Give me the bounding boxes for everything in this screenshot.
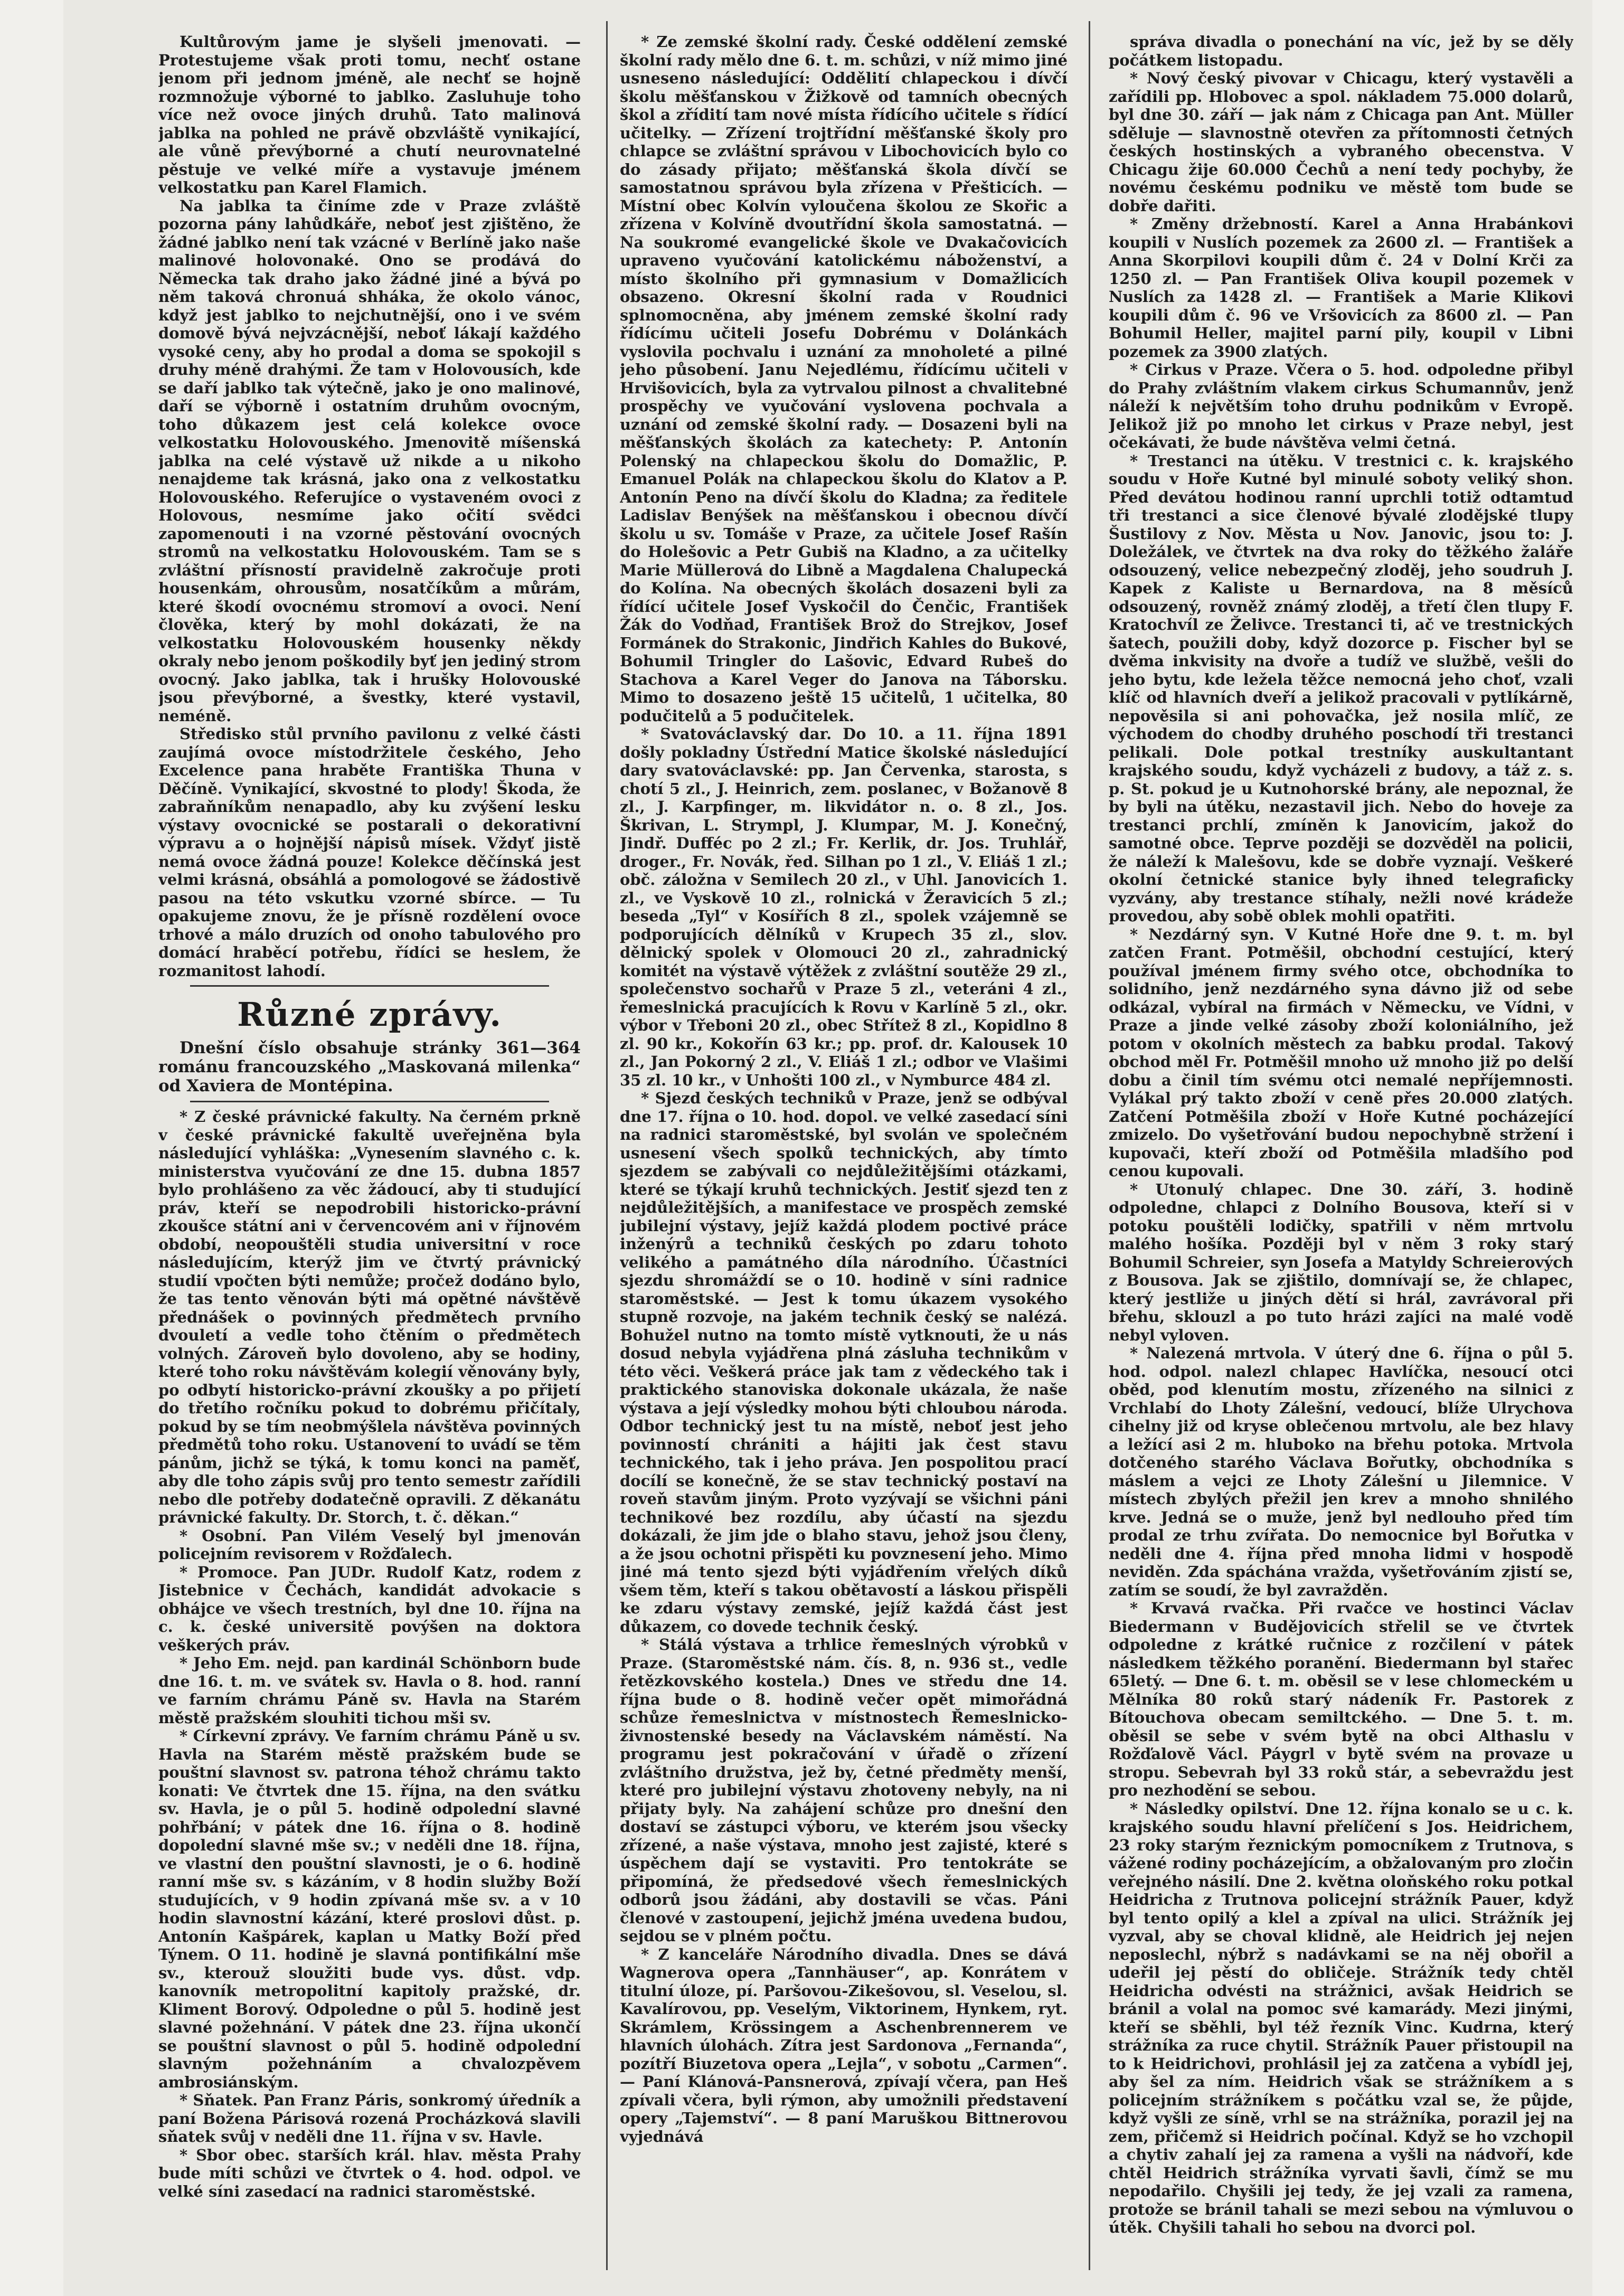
column-3 <box>1109 33 1573 2266</box>
news-item: * Osobní. Pan Vilém Veselý byl jmenován policejním revisorem v Rožďalech. <box>158 1526 581 1563</box>
news-item: * Utonulý chlapec. Dne 30. září, 3. hodině odpoledne, chlapci z Dolního Bousova, kteří si v potoku pouštěli lodičky, spatřili v něm mrtvolu malého hošíka. Později byl v něm 3 roky starý Bohumil Schreier, syn Josefa a Matyldy Schreierových z Bousova. Jak se zjištilo, domnívají se, že chlapec, který jestliže u jiných dětí si hrál, zavrávoral při břehu, sklouzl a po tuto hrázi zajíci na malé vodě nebyl vyloven. <box>1109 1180 1573 1344</box>
column-1 <box>158 33 581 2266</box>
news-item: * Nezdárný syn. V Kutné Hoře dne 9. t. m. byl zatčen Frant. Potměšil, obchodní cestující, který používal jménem firmy svého otce, obchodníka to solidního, jenž nezdárného syna dávno již od sebe odkázal, vybíral na firmách v Německu, ve Vídni, v Praze a jinde velké zásoby zboží koloniálního, jež potom v okolních městech za babku prodal. Takový obchod měl Fr. Potměšil mnoho už mnoho již po delší dobu a činil tím svému otci nemalé nepříjemnosti. Vylákal prý takto zboží v ceně přes 20.000 zlatých. Zatčení Potměšila zboží v Hoře Kutné pocházející zmizelo. Do vyšetřování budou nepochybně stržení i kupovači, kteří zboží od Potměšila mladšího pod cenou kupovali. <box>1109 925 1573 1180</box>
section-title: Různé zprávy. <box>237 995 502 1034</box>
column-rule-1 <box>606 21 608 2270</box>
section-divider <box>190 1101 549 1102</box>
news-item: * Změny držebností. Karel a Anna Hrabánkovi koupili v Nuslích pozemek za 2600 zl. — František a Anna Skorpilovi koupili dům č. 24 v Dolní Krči za 1250 zl. — Pan František Oliva koupil pozemek v Nuslích za 1428 zl. — František a Marie Klikovi koupili dům č. 96 ve Vršovicích za 8600 zl. — Pan Bohumil Heller, majitel parní pily, koupil v Libni pozemek za 3900 zlatých. <box>1109 215 1573 361</box>
news-item: správa divadla o ponechání na víc, jež by se děly počátkem listopadu. <box>1109 33 1573 69</box>
section-divider <box>190 985 549 987</box>
news-item: * Cirkus v Praze. Včera o 5. hod. odpoledne přibyl do Prahy zvláštním vlakem cirkus Schumannův, jenž náleží k největším toho druhu podnikům v Evropě. Jelikož již po mnoho let cirkus v Praze nebyl, jest očekávati, že bude návštěva velmi četná. <box>1109 361 1573 451</box>
news-item: * Sbor obec. starších král. hlav. města Prahy bude míti schůzi ve čtvrtek o 4. hod. odpol. ve velké síni zasedací na radnici staroměstské. <box>158 2146 581 2200</box>
news-item: * Sjezd českých techniků v Praze, jenž se odbýval dne 17. října o 10. hod. dopol. ve velké zasedací síni na radnici staroměstské, byl svolán ve společném usnesení všech spolků technických, aby tímto sjezdem se zabývali co nejdůležitějšími otázkami, které se týkají kruhů technických. Jestiť sjezd ten z nejdůležitějších, a manifestace ve prospěch zemské jubilejní výstavy, jejíž každá plodem poctivé práce inženýrů a techniků českých po zdaru tohoto velikého a památného díla národního. Účastníci sjezdu shromáždí se o 10. hodině v síni radnice staroměstské. — Jest k tomu úkazem vysokého stupně rozvoje, na jakém technik český se nalézá. Bohužel nutno na tomto místě vytknouti, že u nás dosud nebyla vyjádřena plná zásluha technikům v této věci. Veškerá práce jak tam z vědeckého tak i praktického stanoviska dokonale ukázala, že naše výstava a její výsledky mohou býti chloubou národa. Odbor technický jest tu na místě, neboť jest jeho povinností chrániti a hájiti jak čest stavu technického, tak i jeho práva. Jen pospolitou prací docílí se konečně, že se stav technický postaví na roveň stavům jiným. Proto vyzývají se všichni páni technikové bez rozdílu, aby účastí na sjezdu dokázali, že jim jde o blaho stavu, jehož jsou členy, a že jsou ochotni přispěti ku povznesení jeho. Mimo jiné má tento sjezd býti vyjádřením vřelých díků všem těm, kteří s takou obětavostí a láskou přispěli ke zdaru výstavy zemské, jejíž každá část jest důkazem, co dovede technik český. <box>620 1089 1068 1636</box>
news-item: * Z kanceláře Národního divadla. Dnes se dává Wagnerova opera „Tannhäuser“, ap. Konrátem v titulní úloze, pí. Paršovou-Zikešovou, sl. Veselou, sl. Kavalírovou, pp. Veselým, Viktorinem, Hynkem, ryt. Skrámlem, Krössingem a Aschenbrennerem ve hlavních úlohách. Zítra jest Sardonova „Fernanda“, pozítří Biuzetova opera „Lejla“, v sobotu „Carmen“. — Paní Klánová-Pansnerová, zpívají včera, pan Heš zpívali včera, byli rýmon, aby umožnili představení opery „Tajemství“. — 8 paní Maruškou Bittnerovou vyjednává <box>620 1945 1068 2146</box>
news-item: * Svatováclavský dar. Do 10. a 11. října 1891 došly pokladny Ústřední Matice školské následující dary svatováclavské: pp. Jan Červenka, starosta, s chotí 5 zl., J. Heinrich, zem. poslanec, v Božanově 8 zl., J. Karpfinger, m. likvidátor n. o. 8 zl., Jos. Škrivan, L. Strympl, J. Klumpar, M. J. Konečný, Jindř. Dufféc po 2 zl.; Fr. Kerlik, dr. Jos. Truhlář, droger., Fr. Novák, řed. Silhan po 1 zl., V. Eliáš 1 zl.; obč. záložna v Semilech 20 zl., v Uhl. Janovicích 1. zl., ve Vyskově 10 zl., rolnická v Žeravicích 5 zl.; beseda „Tyl“ v Kosířích 8 zl., spolek vzájemně se podporujících dělníků v Krupech 35 zl., slov. dělnický spolek v Olomouci 20 zl., zahradnický komitét na výstavě výtěžek z zvláštní soutěže 29 zl., společenstvo sochařů v Praze 5 zl., veteráni 4 zl., řemeslnická pracujících k Rovu v Karlíně 5 zl., okr. výbor v Třeboni 20 zl., obec Střítež 8 zl., Kopidlno 8 zl. 90 kr., Kokořín 63 kr.; pp. prof. dr. Kalousek 10 zl., Jan Pokorný 2 zl., V. Eliáš 1 zl.; odbor ve Vlašimi 35 zl. 10 kr., v Unhošti 100 zl., v Nymburce 484 zl. <box>620 725 1068 1089</box>
paragraph: Kultůrovým jame je slyšeli jmenovati. — Protestujeme však proti tomu, nechť ostane jenom při jednom jméně, ale nechť se hojně rozmnožuje výborné to jablko. Zasluhuje toho více než ovoce jiných druhů. Tato malinová jablka na pohled ne právě obzvláště vynikající, ale vůně převýborné a chutí neurovnatelné pěstuje ve velké míře a vystavuje jménem velkostatku pan Karel Flamich. <box>158 33 581 196</box>
news-item: * Následky opilství. Dne 12. října konalo se u c. k. krajského soudu hlavní přelíčení s Jos. Heidrichem, 23 roky starým řeznickým pomocníkem z Trutnova, s vážené rodiny pocházejícím, a obžalovaným pro zločin veřejného násilí. Dne 2. května oloňského roku potkal Heidricha z Trutnova policejní strážník Pauer, když byl tento opilý a klel a zpíval na ulici. Strážník jej vyzval, aby se choval klidně, ale Heidrich jej nejen neposlechl, nýbrž s nadávkami se na něj obořil a udeřil jej pěstí do obličeje. Strážník tedy chtěl Heidricha odvésti na strážnici, avšak Heidrich se bránil a volal na pomoc své kamarády. Mezi jinými, kteří se sběhli, byl též řezník Vinc. Kudrna, který strážníka za ruce chytil. Strážník Pauer přistoupil na to k Heidrichovi, prohlásil jej za zatčena a vybídl jej, aby šel za ním. Heidrich však se strážníkem a s policejním strážníkem s počátku vzal se, že půjde, když vyšli ze síně, vrhl se na strážníka, porazil jej na zem, přičemž si Heidrich počínal. Když se ho vzchopil a chytiv zahalí jej za ramena a vyšli na nádvoří, kde chtěl Heidrich strážníka vyrvati šavli, čímž se mu nepodařilo. Chyšili jej tedy, že jej vzali za ramena, protože se bránil tahali se mezi sebou na výmluvou o útěk. Chyšili tahali ho sebou na dvorci pol. <box>1109 1799 1573 2236</box>
news-item: * Jeho Em. nejd. pan kardinál Schönborn bude dne 16. t. m. ve svátek sv. Havla o 8. hod. ranní ve farním chrámu Páně sv. Havla na Starém městě pražském slouhiti tichou mši sv. <box>158 1654 581 1727</box>
news-item: * Nový český pivovar v Chicagu, který vystavěli a zařídili pp. Hlobovec a spol. nákladem 75.000 dolarů, byl dne 30. září — jak nám z Chicaga pan Ant. Müller sděluje — slavnostně otevřen za přítomnosti četných českých hostinských a vybraného obecenstva. V Chicagu žije 60.000 Čechů a není tedy pochyby, že novému českému podniku ve městě tom bude se dobře dařiti. <box>1109 69 1573 215</box>
news-item: * Trestanci na útěku. V trestnici c. k. krajského soudu v Hoře Kutné byl minulé soboty veliký shon. Před devátou hodinou ranní uprchli totiž odtamtud tři trestanci a sice členové bývalé zlodějské tlupy Šustilovy z Nov. Města u Nov. Janovic, jsou to: J. Doležálek, ve čtvrtek na dva roky do těžkého žaláře odsouzený, velice nebezpečný zloděj, jeho soudruh J. Kapek z Kaliste u Bernardova, na 8 měsíců odsouzený, rovněž známý zloděj, a třetí člen tlupy F. Kratochvíl ze Želivce. Trestanci ti, ač ve trestnických šatech, použili doby, když dozorce p. Fischer byl se dvěma inkvisity na dvoře a tudíž ve službě, vešli do jeho bytu, kde ležela těžce nemocná jeho choť, vzali klíč od hlavních dveří a jelikož pracovali v pytlíkárně, nepověsila si ani pohovačka, jež nosila mlíč, ze východem do chodby druhého poschodí tři trestanci pelikali. Dole potkal trestníky auskultantant krajského soudu, když vycházeli z budovy, a táž z. s. p. St. pokud je u Kutnohorské brány, ale nepoznal, že by byli na útěku, nezastavil jich. Nebo do hoveje za trestanci prchlí, zmíněn k Janovicím, jakož do samotné obce. Teprve později se dozvěděl na policii, že náleží k Malešovu, kde se dobře vyznají. Veškeré okolní četnické stanice byly ihned telegraficky vyzvány, aby trestance stíhaly, nežli nové krádeže provedou, aby sobě oblek mohli opatřiti. <box>1109 451 1573 925</box>
news-item: * Stálá výstava a trhlice řemeslných výrobků v Praze. (Staroměstské nám. čís. 8, n. 936 st., vedle řetězkovského kostela.) Dnes ve středu dne 14. října bude o 8. hodině večer opět mimořádná schůze řemeslnictva v místnostech Řemeslnicko-živnostenské besedy na Václavském náměstí. Na programu jest pokračování v úřadě o zřízení zvláštního družstva, jež by, četné předměty menší, které pro jubilejní výstavu zhotoveny nebyly, na ni přijaty byly. Na zahájení schůze pro dnešní den dostaví se zástupci výboru, ve kterém jsou všecky zřízené, a naše výstava, mnoho jest zajisté, které s úspěchem dají se vystaviti. Pro tentokráte se připomíná, že předsedové všech řemeslnických odborů jsou žádáni, aby dostavili se včas. Páni členové v zastoupení, jejichž jména uvedena budou, sejdou se v plném počtu. <box>620 1636 1068 1945</box>
news-item: * Sňatek. Pan Franz Páris, sonkromý úředník a paní Božena Párisová rozená Procházková slavili sňatek svůj v neděli dne 11. října v sv. Havle. <box>158 2091 581 2146</box>
column-2 <box>620 33 1068 2266</box>
right-margin <box>1592 0 1624 2296</box>
paragraph: Středisko stůl prvního pavilonu z velké části zaujímá ovoce místodržitele českého, Jeho Excelence pana hraběte Františka Thuna v Děčíně. Vynikající, skvostné to plody! Škoda, že zabraňníkům nenapadlo, aby ku zvýšení lesku výstavy ovocnické se postarali o dekorativní výpravu a o hojnější nápisů mísek. Vždyť jistě nemá ovoce žádná pouze! Kolekce děčínská jest velmi krásná, obsáhlá a pomologové se žádostivě pasou na této vskutku vzorné sbírce. — Tu opakujeme znovu, že je přísně rozdělení ovoce trhové a málo druzích od onoho tabulového pro domácí hraběcí potřebu, řídíci se heslem, že rozmanitost lahodí. <box>158 725 581 980</box>
left-margin <box>0 0 63 2296</box>
paragraph: Na jablka ta činíme zde v Praze zvláště pozorna pány lahůdkáře, neboť jest zjištěno, že žádné jablko není tak vzácné v Berlíně jako naše malinové holovonaké. Ono se prodává do Německa tak draho jako žádné jiné a bývá po něm taková chronuá shháka, že okolo vánoc, když jest jablko to nejchutnější, ono i ve svém domově bývá nejvzácnější, neboť lákají každého vysoké ceny, aby ho prodal a doma se spokojil s druhy méně drahými. Že tam v Holovousích, kde se daří jablko tak výtečně, jako je ono malinové, daří se výborně i ostatním druhům ovocným, toho důkazem jest celá kolekce ovoce velkostatku Holovouského. Jmenovitě míšenská jablka na celé výstavě už nikde a u nikoho nenajdeme tak krásná, jako ona z velkostatku Holovouského. Referujíce o vystaveném ovoci z Holovous, nesmíme jako očití svědci zapomenouti i na vzorné pěstování ovocných stromů na velkostatku Holovouském. Tam se s zvláštní přísností pravidelně zakročuje proti housenkám, ohrousům, nosatčíkům a můrám, které škodí ovocnému stromoví a ovoci. Není člověka, který by mohl dokázati, že na velkostatku Holovouském housenky někdy okraly nebo jenom poškodily byť jen jediný strom ovocný. Jako jablka, tak i hrušky Holovouské jsou převýborné, a švestky, které vystavil, neméně. <box>158 196 581 725</box>
column-rule-2 <box>1089 21 1090 2270</box>
news-item: * Ze zemské školní rady. České oddělení zemské školní rady mělo dne 6. t. m. schůzi, v níž mimo jiné usneseno následující: Oddělití chlapeckou i dívčí školu měšťanskou v Žižkově od tamních obecných škol a zřídití tam nové místa řídícího učitele s řídící učitelky. — Zřízení trojtřídní měšťanské školy pro chlapce se zvláštní správou v Libochovicích bylo co do zásady přijato; měšťanská škola dívčí se samostatnou správou byla zřízena v Přešticích. — Místní obec Kolvín vyloučena školou ze Skořic a zřízena v Kolvíně dvoutřídní škola samostatná. — Na soukromé evangelické škole ve Dvakačovicích upraveno vyučování katolickému náboženství, a místo školního při gymnasium v Domažlicích obsazeno. Okresní školní rada v Roudnici splnomocněna, aby jménem zemské školní rady řídícímu učiteli Josefu Dobrému v Dolánkách vyslovila pochvalu i uznání za mnoholeté a pilné jeho působení. Janu Nejedlému, řídícímu učiteli v Hrvišovicích, byla za vytrvalou pilnost a chvalitebné prospěchy ve vyučování vyslovena pochvala a uznání od zemské školní rady. — Dosazeni byli na měšťanských školách za katechety: P. Antonín Polenský na chlapeckou školu do Domažlic, P. Emanuel Polák na chlapeckou školu do Klatov a P. Antonín Peno na dívčí školu do Kladna; za ředitele Ladislav Benýšek na měšťanskou i obecnou dívčí školu u sv. Tomáše v Praze, za učitele Josef Rašín do Holešovic a Petr Gubiš na Kladno, a za učitelky Marie Müllerová do Libně a Magdalena Chalupecká do Kolína. Na obecných školách dosazeni byli za řídící učitele Josef Vyskočil do Čenčic, František Žák do Vodňad, František Brož do Strejkov, Josef Formánek do Strakonic, Jindřich Kahles do Bukové, Bohumil Tringler do Lašovic, Edvard Rubeš do Stachova a Karel Veger do Janova na Táborsku. Mimo to dosazeno ještě 15 učitelů, 1 učitelka, 80 podučitelů a 5 podučitelek. <box>620 33 1068 725</box>
news-item: * Církevní zprávy. Ve farním chrámu Páně u sv. Havla na Starém městě pražském bude se pouštní slavnost sv. patrona téhož chrámu takto konati: Ve čtvrtek dne 15. října, na den svátku sv. Havla, je o půl 5. hodině odpolední slavné pohřbání; v pátek dne 16. října o 8. hodině dopolední slavné mše sv.; v neděli dne 18. října, ve vlastní den pouštní slavnosti, je o 6. hodině ranní mše sv. s kázáním, v 8 hodin služby Boží studujících, v 9 hodin zpívaná mše sv. a v 10 hodin slavnostní kázání, které proslovi důst. p. Antonín Kašpárek, kaplan u Matky Boží před Týnem. O 11. hodině je slavná pontifikální mše sv., kterouž sloužiti bude vys. důst. vdp. kanovník metropolitní kapitoly pražské, dr. Kliment Borový. Odpoledne o půl 5. hodině jest slavné požehnání. V pátek dne 23. října ukončí se pouštní slavnost o půl 5. hodině odpolední slavným požehnáním a chvalozpěvem ambrosiánským. <box>158 1727 581 2091</box>
news-item: * Nalezená mrtvola. V úterý dne 6. října o půl 5. hod. odpol. nalezl chlapec Havlíčka, nesoucí otci oběd, pod klenutím mostu, zřízeného na silnici z Vrchlabí do Lhoty Zálešní, vedoucí, blíže Ulrychova cihelny již od kryse oblečenou mrtvolu, ale bez hlavy a ležící asi 2 m. hluboko na břehu potoka. Mrtvola dotčeného starého Václava Bořutky, obchodníka s máslem a vejci ze Lhoty Zálešní u Jilemnice. V místech zbylých přežil jen krev a mnoho shnilého krve. Jedná se o muže, jenž byl nedlouho před tím prodal ze trhu zvířata. Do nemocnice byl Bořutka v neděli dne 4. října před mnoha lidmi v hospodě neviděn. Zda spáchána vražda, vyšetřováním zjistí se, zatím se soudí, že byl zavražděn. <box>1109 1344 1573 1599</box>
news-item: * Z české právnické fakulty. Na černém prkně v české právnické fakultě uveřejněna byla následující vyhláška: „Vynesením slavného c. k. ministerstva vyučování ze dne 15. dubna 1857 bylo prohlášeno za věc žádoucí, aby ti studující práv, kteří se nepodrobili historicko-právní zkoušce státní ani v červencovém ani v říjnovém období, neopouštěli studia universitní v roce následujícím, kterýž jim ve čtvrtý právnický studií vpočten býti nemůže; pročež dodáno bylo, že tas tento věnován býti má opětné návštěvě přednášek o povinných předmětech prvního dvouletí a vedle toho čtěním o předmětech volných. Zároveň bylo dovoleno, aby se hodiny, které toho roku návštěvám kolegií věnovány byly, po odbytí historicko-právní zkoušky a po přijetí do třetího ročníku pokud to dobrému přičítaly, pokud by se tím neobmýšlela návštěva povinných předmětů toho roku. Ustanovení to uvádí se těm pánům, jichž se týká, k tomu konci na paměť, aby dle toho zápis svůj pro tento semestr zařídili nebo dle potřeby dodatečně opravili. Z děkanátu právnické fakulty. Dr. Storch, t. č. děkan.“ <box>158 1108 581 1526</box>
news-item: * Krvavá rvačka. Při rvačce ve hostinci Václav Biedermann v Budějovicích střelil se ve čtvrtek odpoledne z krátké ručnice z rozčilení v pátek následkem těžkého poranění. Biedermann byl stařec 65letý. — Dne 6. t. m. oběsil se v lese chlomeckém u Mělníka 80 roků starý nádeník Fr. Pastorek z Bítouchova obecam semiltckého. — Dne 5. t. m. oběsil se sebe v svém bytě na obci Althaslu v Rožďalově Václ. Páygrl v bytě svém na provaze u stropu. Sebevrah byl 33 roků stár, a sebevraždu jest pro nezhodění se sebou. <box>1109 1599 1573 1799</box>
news-item: * Promoce. Pan JUDr. Rudolf Katz, rodem z Jistebnice v Čechách, kandidát advokacie s obhájce ve všech trestních, byl dne 10. října na c. k. české universitě povýšen na doktora veškerých práv. <box>158 1563 581 1654</box>
section-note: Dnešní číslo obsahuje stránky 361—364 románu francouzského „Maskovaná milenka“ od Xaviera de Montépina. <box>158 1038 581 1095</box>
